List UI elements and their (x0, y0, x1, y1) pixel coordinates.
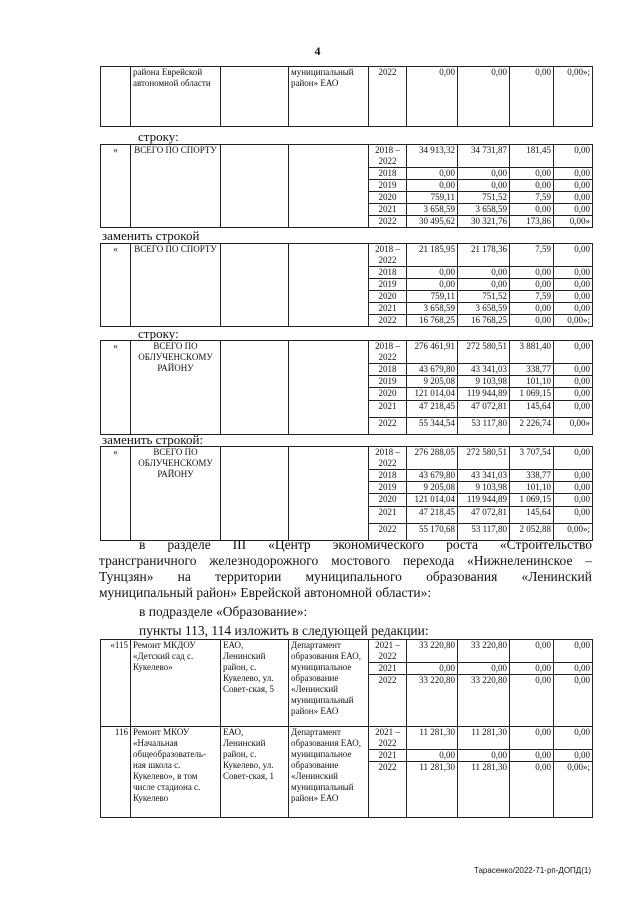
value-cell: 338,77 (510, 364, 554, 376)
value-cell: 53 117,80 (458, 418, 510, 435)
value-cell: 0,00 (510, 279, 554, 291)
item-place: ЕАО, Ленинский район, с. Кукелево, ул. Совет-ская, 5 (221, 640, 289, 727)
place-cell (221, 244, 289, 327)
value-cell: 0,00»; (554, 524, 593, 541)
value-cell: 9 103,98 (458, 376, 510, 388)
year-cell: 2021 – 2022 (369, 727, 407, 750)
item-number: «115 (101, 640, 131, 727)
item-place: ЕАО, Ленинский район, с. Кукелево, ул. Совет-ская, 1 (221, 727, 289, 818)
name-cell: ВСЕГО ПО ОБЛУЧЕНСКОМУ РАЙОНУ (131, 341, 221, 435)
value-cell: 0,00 (407, 267, 458, 279)
num-cell (101, 67, 131, 127)
value-cell: 34 731,87 (458, 145, 510, 168)
value-cell: 0,00 (458, 279, 510, 291)
value-cell: 0,00 (407, 279, 458, 291)
paragraph-line: в разделе III «Центр экономического роста «Строительство (139, 537, 592, 552)
value-cell: 0,00 (510, 267, 554, 279)
resp-cell (289, 341, 369, 435)
value-cell: 3 707,54 (510, 447, 554, 470)
value-cell: 0,00 (554, 388, 593, 401)
value-cell: 0,00»; (554, 762, 593, 818)
value-cell: 0,00» (554, 216, 593, 228)
value-cell: 0,00 (458, 168, 510, 180)
label-stroku-2: строку: (138, 326, 179, 341)
year-cell: 2020 (369, 388, 407, 401)
value-cell: 0,00 (510, 663, 554, 675)
page-number: 4 (314, 44, 321, 58)
value-cell: 11 281,30 (458, 762, 510, 818)
year-cell: 2021 – 2022 (369, 640, 407, 663)
item-number: 116 (101, 727, 131, 818)
resp-cell: муниципальный район» ЕАО (289, 67, 369, 127)
resp-cell (289, 244, 369, 327)
value-cell: 1 069,15 (510, 494, 554, 507)
value-cell: 119 944,89 (458, 388, 510, 401)
value-cell: 0,00 (554, 168, 593, 180)
label-stroku: строку: (138, 129, 179, 144)
year-cell: 2018 – 2022 (369, 145, 407, 168)
value-cell: 0,00 (554, 341, 593, 364)
value-cell: 0,00 (554, 727, 593, 750)
value-cell: 181,45 (510, 145, 554, 168)
quote-cell: « (101, 244, 131, 327)
resp-cell (289, 447, 369, 541)
value-cell: 2 052,88 (510, 524, 554, 541)
place-cell (221, 447, 289, 541)
year-cell: 2021 (369, 303, 407, 315)
value-cell: 9 205,08 (407, 376, 458, 388)
value-cell: 759,11 (407, 192, 458, 204)
value-cell: 34 913,32 (407, 145, 458, 168)
value-cell: 47 218,45 (407, 401, 458, 418)
year-cell: 2021 (369, 204, 407, 216)
name-cell: района Еврейской автономной области (131, 67, 221, 127)
item-resp: Департамент образования ЕАО, муниципальное образование «Ленинский муниципальный район» ЕАО (289, 640, 369, 727)
value-cell: 0,00 (554, 447, 593, 470)
value-cell: 0,00 (407, 168, 458, 180)
value-cell: 9 103,98 (458, 482, 510, 494)
year-cell: 2022 (369, 216, 407, 228)
year-cell: 2018 (369, 267, 407, 279)
label-zamenit-strokoy: заменить строкой (102, 228, 200, 243)
year-cell: 2021 (369, 750, 407, 762)
value-cell: 0,00 (554, 376, 593, 388)
place-cell (221, 145, 289, 228)
value-cell: 43 341,03 (458, 470, 510, 482)
value-cell: 0,00 (554, 401, 593, 418)
year-cell: 2019 (369, 279, 407, 291)
name-cell: ВСЕГО ПО СПОРТУ (131, 244, 221, 327)
value-cell: 0,00 (510, 675, 554, 727)
obluchye-total-new-table (100, 446, 593, 541)
paragraph-line: муниципальный район» Еврейской автономной области»: (99, 585, 432, 600)
value-cell: 0,00 (554, 244, 593, 267)
value-cell: 759,11 (407, 291, 458, 303)
resp-cell (289, 145, 369, 228)
value-cell: 0,00 (458, 267, 510, 279)
year-cell: 2018 – 2022 (369, 447, 407, 470)
year-cell: 2018 (369, 168, 407, 180)
year-cell: 2021 (369, 663, 407, 675)
quote-cell: « (101, 341, 131, 435)
value-cell: 0,00 (554, 192, 593, 204)
value-cell: 0,00»; (554, 67, 593, 127)
year-cell: 2021 (369, 507, 407, 524)
value-cell: 2 226,74 (510, 418, 554, 435)
year-cell: 2020 (369, 192, 407, 204)
value-cell: 16 768,25 (407, 315, 458, 327)
value-cell: 0,00 (458, 67, 510, 127)
value-cell: 47 072,81 (458, 401, 510, 418)
value-cell: 0,00 (554, 750, 593, 762)
value-cell: 0,00 (407, 750, 458, 762)
value-cell: 0,00 (510, 727, 554, 750)
paragraph-line: Тунцзян» на территории муниципального образования «Ленинский (99, 569, 592, 584)
value-cell: 0,00 (554, 303, 593, 315)
sport-total-old-table (100, 144, 593, 228)
value-cell: 3 658,59 (407, 204, 458, 216)
value-cell: 1 069,15 (510, 388, 554, 401)
value-cell: 33 220,80 (407, 675, 458, 727)
year-cell: 2018 – 2022 (369, 244, 407, 267)
value-cell: 173,86 (510, 216, 554, 228)
value-cell: 0,00 (554, 675, 593, 727)
paragraph-line: трансграничного железнодорожного мостового перехода «Нижнеленинское – (99, 553, 592, 568)
paragraph-line: в подразделе «Образование»: (139, 604, 308, 619)
value-cell: 0,00 (407, 663, 458, 675)
year-cell: 2022 (369, 675, 407, 727)
place-cell (221, 341, 289, 435)
value-cell: 121 014,04 (407, 494, 458, 507)
value-cell: 101,10 (510, 482, 554, 494)
item-resp: Департамент образования ЕАО, муниципальное образование «Ленинский муниципальный район» ЕАО (289, 727, 369, 818)
year-cell: 2020 (369, 291, 407, 303)
value-cell: 21 178,36 (458, 244, 510, 267)
value-cell: 121 014,04 (407, 388, 458, 401)
value-cell: 0,00 (554, 507, 593, 524)
value-cell: 11 281,30 (407, 762, 458, 818)
value-cell: 53 117,80 (458, 524, 510, 541)
quote-cell: « (101, 145, 131, 228)
value-cell: 0,00 (554, 494, 593, 507)
year-cell: 2020 (369, 494, 407, 507)
obluchye-total-old-table (100, 340, 593, 435)
value-cell: 0,00 (510, 762, 554, 818)
value-cell: 43 679,80 (407, 364, 458, 376)
value-cell: 33 220,80 (407, 640, 458, 663)
value-cell: 119 944,89 (458, 494, 510, 507)
value-cell: 30 321,76 (458, 216, 510, 228)
value-cell: 33 220,80 (458, 675, 510, 727)
value-cell: 276 288,05 (407, 447, 458, 470)
value-cell: 43 341,03 (458, 364, 510, 376)
paragraph-line: пункты 113, 114 изложить в следующей редакции: (139, 623, 429, 638)
value-cell: 3 658,59 (458, 204, 510, 216)
value-cell: 33 220,80 (458, 640, 510, 663)
value-cell: 0,00» (554, 418, 593, 435)
value-cell: 0,00 (510, 750, 554, 762)
value-cell: 3 658,59 (458, 303, 510, 315)
value-cell: 751,52 (458, 291, 510, 303)
value-cell: 7,59 (510, 291, 554, 303)
item-name: Ремонт МКОУ «Начальная общеобразователь-ная школа с. Кукелево», в том числе стадиона с. Кукелево (131, 727, 221, 818)
value-cell: 145,64 (510, 401, 554, 418)
value-cell: 272 580,51 (458, 341, 510, 364)
value-cell: 55 344,54 (407, 418, 458, 435)
year-cell: 2018 (369, 364, 407, 376)
value-cell: 0,00 (510, 640, 554, 663)
value-cell: 0,00 (554, 180, 593, 192)
value-cell: 272 580,51 (458, 447, 510, 470)
value-cell: 0,00 (554, 640, 593, 663)
value-cell: 0,00»; (554, 315, 593, 327)
value-cell: 0,00 (510, 315, 554, 327)
value-cell: 47 072,81 (458, 507, 510, 524)
value-cell: 101,10 (510, 376, 554, 388)
label-zamenit-strokoy-2: заменить строкой: (102, 432, 204, 447)
place-cell (221, 67, 289, 127)
document-footer-code: Тарасенко/2022-71-рп-ДОПД(1) (473, 866, 591, 875)
value-cell: 0,00 (458, 180, 510, 192)
value-cell: 751,52 (458, 192, 510, 204)
value-cell: 0,00 (407, 180, 458, 192)
value-cell: 276 461,91 (407, 341, 458, 364)
name-cell: ВСЕГО ПО ОБЛУЧЕНСКОМУ РАЙОНУ (131, 447, 221, 541)
value-cell: 0,00 (510, 180, 554, 192)
items-table (100, 639, 593, 818)
value-cell: 0,00 (554, 267, 593, 279)
value-cell: 11 281,30 (407, 727, 458, 750)
value-cell: 3 658,59 (407, 303, 458, 315)
value-cell: 47 218,45 (407, 507, 458, 524)
year-cell: 2021 (369, 401, 407, 418)
section-paragraph (99, 537, 592, 639)
value-cell: 0,00 (554, 279, 593, 291)
year-cell: 2022 (369, 524, 407, 541)
value-cell: 0,00 (554, 663, 593, 675)
value-cell: 0,00 (554, 482, 593, 494)
value-cell: 7,59 (510, 244, 554, 267)
continuation-table (100, 66, 593, 127)
year-cell: 2018 (369, 470, 407, 482)
value-cell: 7,59 (510, 192, 554, 204)
value-cell: 55 170,68 (407, 524, 458, 541)
name-cell: ВСЕГО ПО СПОРТУ (131, 145, 221, 228)
value-cell: 43 679,80 (407, 470, 458, 482)
value-cell: 21 185,95 (407, 244, 458, 267)
value-cell: 0,00 (554, 145, 593, 168)
year-cell: 2022 (369, 762, 407, 818)
item-name: Ремонт МКДОУ «Детский сад с. Кукелево» (131, 640, 221, 727)
value-cell: 145,64 (510, 507, 554, 524)
sport-total-new-table (100, 243, 593, 327)
value-cell: 0,00 (510, 67, 554, 127)
value-cell: 0,00 (554, 364, 593, 376)
year-cell: 2022 (369, 67, 407, 127)
value-cell: 9 205,08 (407, 482, 458, 494)
value-cell: 0,00 (407, 67, 458, 127)
year-cell: 2018 – 2022 (369, 341, 407, 364)
value-cell: 0,00 (458, 750, 510, 762)
value-cell: 0,00 (510, 168, 554, 180)
value-cell: 0,00 (554, 204, 593, 216)
value-cell: 0,00 (554, 470, 593, 482)
value-cell: 0,00 (554, 291, 593, 303)
year-cell: 2019 (369, 376, 407, 388)
value-cell: 0,00 (510, 303, 554, 315)
value-cell: 11 281,30 (458, 727, 510, 750)
value-cell: 30 495,62 (407, 216, 458, 228)
value-cell: 3 881,40 (510, 341, 554, 364)
quote-cell: « (101, 447, 131, 541)
value-cell: 0,00 (458, 663, 510, 675)
year-cell: 2022 (369, 315, 407, 327)
year-cell: 2022 (369, 418, 407, 435)
value-cell: 16 768,25 (458, 315, 510, 327)
year-cell: 2019 (369, 180, 407, 192)
value-cell: 338,77 (510, 470, 554, 482)
value-cell: 0,00 (510, 204, 554, 216)
year-cell: 2019 (369, 482, 407, 494)
